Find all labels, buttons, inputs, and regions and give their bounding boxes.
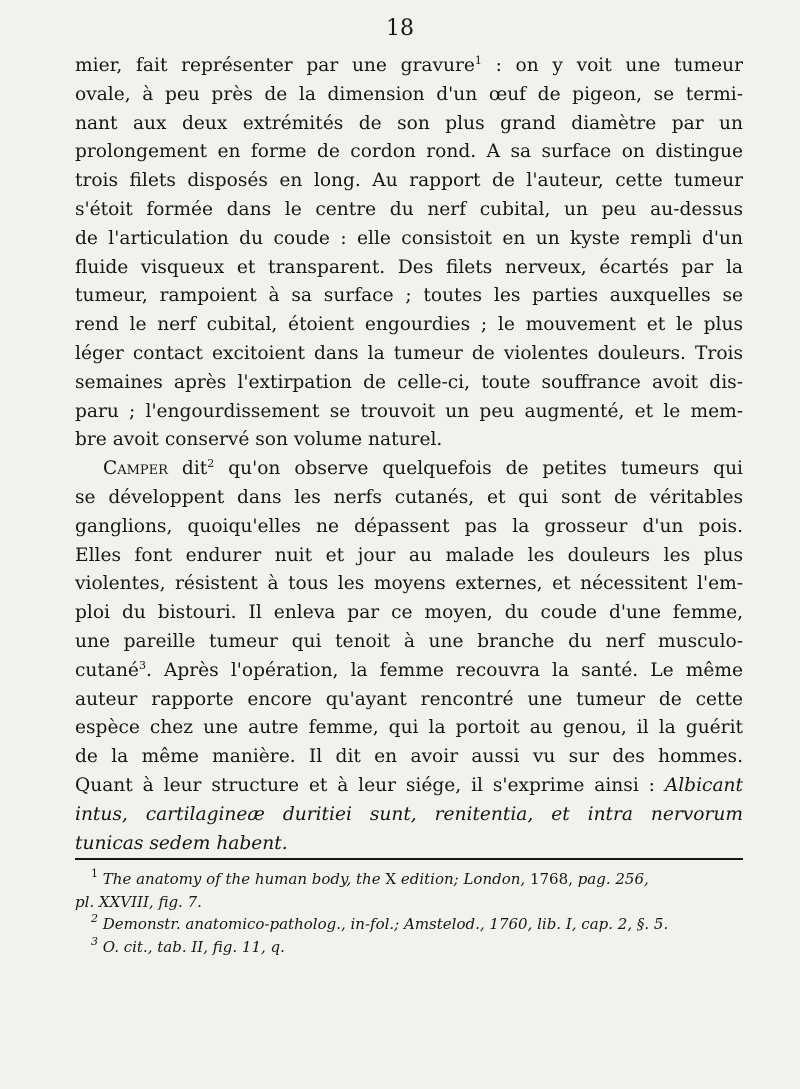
text-line: Quant à leur structure et à leur siége, il s'exprime ainsi : Albicant [75,774,743,796]
latin-quote: intus, cartilagineæ duritiei sunt, renitentia, et intra nervorum [75,803,743,825]
paragraph-1 [75,52,743,455]
text-line: rend le nerf cubital, étoient engourdies ; le mouvement et le plus [75,314,743,336]
text-line: de l'articulation du coude : elle consistoit en un kyste rempli d'un [75,227,743,249]
latin-quote: tunicas sedem habent. [75,832,288,854]
body-text [75,52,743,858]
paragraph-2 [75,455,743,858]
text-line: Camper dit$^2$ qu'on observe quelquefois de petites tumeurs qui [103,457,743,480]
text-line: s'étoit formée dans le centre du nerf cubital, un peu au-dessus [75,198,743,220]
footnote-1-continued: pl. XXVIII, fig. 7. [75,892,202,911]
text-line: léger contact excitoient dans la tumeur de violentes douleurs. Trois [75,342,743,364]
footnote-1: $^1$ The anatomy of the human body, the X edition; London, 1768, pag. 256, [91,867,649,888]
text-line: ploi du bistouri. Il enleva par ce moyen, du coude d'une femme, [75,602,743,624]
text-line: espèce chez une autre femme, qui la portoit au genou, il la guérit [75,717,743,739]
footnote-2: $^2$ Demonstr. anatomico-patholog., in-fol.; Amstelod., 1760, lib. I, cap. 2, §. 5. [91,912,669,933]
text-line: cutané$^3$. Après l'opération, la femme recouvra la santé. Le même [75,658,743,681]
text-line: de la même manière. Il dit en avoir aussi vu sur des hommes. [75,746,743,768]
text-line: auteur rapporte encore qu'ayant rencontré une tumeur de cette [75,688,743,710]
footnote-ref-3[interactable]: 3 [138,658,146,672]
text-line: nant aux deux extrémités de son plus grand diamètre par un [75,112,743,134]
text-line: bre avoit conservé son volume naturel. [75,429,443,451]
text-line: Elles font endurer nuit et jour au malade les douleurs les plus [75,544,743,566]
page-number: 18 [386,16,414,41]
text-line: tumeur, rampoient à sa surface ; toutes les parties auxquelles se [75,285,743,307]
footnote-ref-1[interactable]: 1 [474,54,482,67]
text-line: prolongement en forme de cordon rond. A sa surface on distingue [75,141,743,163]
footnote-3: $^3$ O. cit., tab. II, fig. 11, q. [91,934,285,956]
text-line: fluide visqueux et transparent. Des filets nerveux, écartés par la [75,256,743,278]
author-name: Camper [103,458,168,480]
text-line: paru ; l'engourdissement se trouvoit un peu augmenté, et le mem- [75,400,743,422]
text-line: une pareille tumeur qui tenoit à une branche du nerf musculo- [75,630,743,652]
text-line: trois filets disposés en long. Au rapport de l'auteur, cette tumeur [75,170,743,192]
text-line: ovale, à peu près de la dimension d'un œuf de pigeon, se termi- [75,83,743,105]
text-line: se développent dans les nerfs cutanés, et qui sont de véritables [75,486,743,508]
latin-quote: Albicant [664,774,743,796]
text-line: mier, fait représenter par une gravure$^1$ : on y voit une tumeur [75,54,743,76]
footnote-rule [75,858,743,860]
footnotes [75,868,743,958]
footnote-ref-2[interactable]: 2 [207,457,215,471]
text-line: violentes, résistent à tous les moyens externes, et nécessitent l'em- [75,573,743,595]
text-line: ganglions, quoiqu'elles ne dépassent pas la grosseur d'un pois. [75,515,743,537]
text-line: semaines après l'extirpation de celle-ci, toute souffrance avoit dis- [75,371,743,393]
